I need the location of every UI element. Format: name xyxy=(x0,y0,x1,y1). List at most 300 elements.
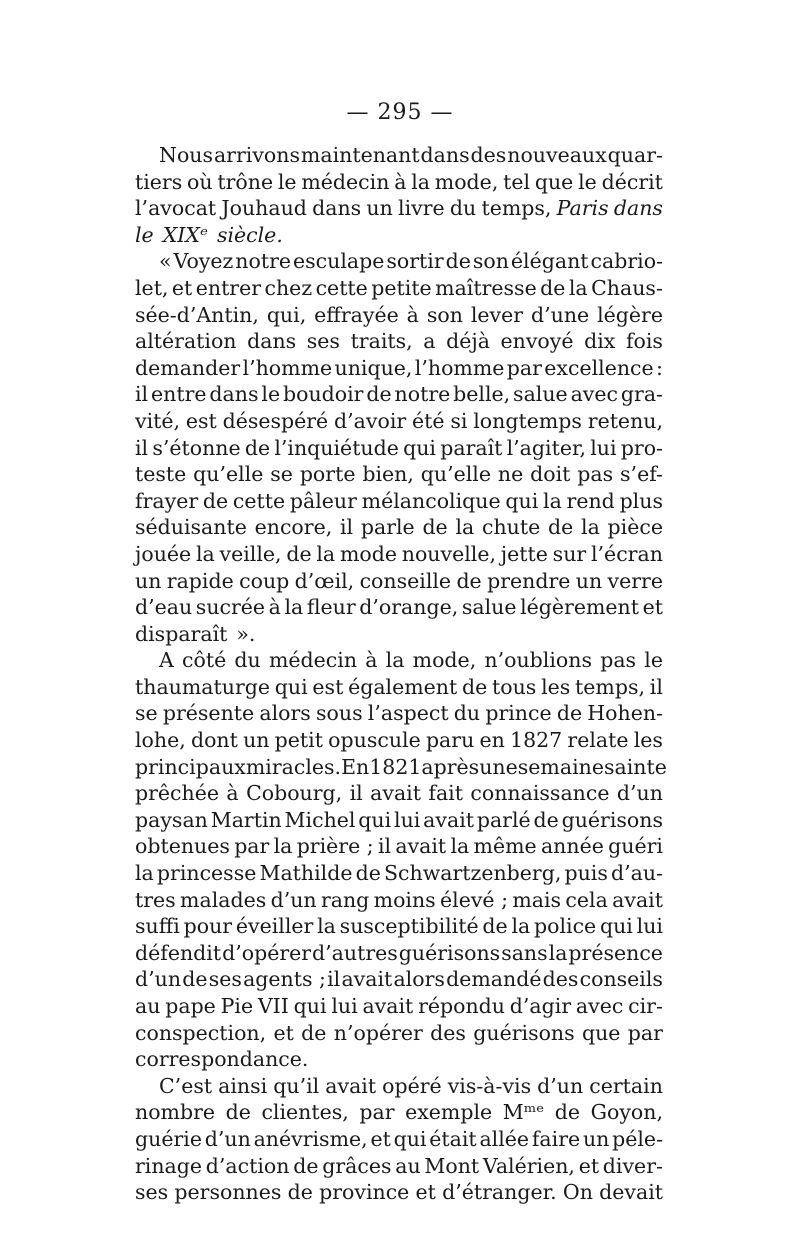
word: teste xyxy=(135,462,187,487)
word: les xyxy=(541,674,571,699)
word: si xyxy=(450,408,468,433)
text-line xyxy=(135,541,663,568)
word: lohe, xyxy=(135,728,186,753)
word: relate xyxy=(567,728,629,753)
text-line xyxy=(135,700,663,727)
text-line xyxy=(135,780,663,807)
word: d’œil, xyxy=(294,568,355,593)
word: lever xyxy=(470,302,524,327)
word: entrer xyxy=(195,275,262,300)
word: de xyxy=(366,382,392,407)
word: fois xyxy=(625,329,663,354)
word: la xyxy=(135,861,154,886)
word: du xyxy=(234,648,261,673)
page-number: — 295 — xyxy=(346,100,454,125)
word: province xyxy=(319,1180,410,1205)
text-line xyxy=(135,169,663,196)
word: sucrée xyxy=(195,595,266,620)
text-line xyxy=(135,1126,663,1153)
word: En xyxy=(341,754,370,779)
word: en xyxy=(479,728,505,753)
word: l’aspect xyxy=(367,701,449,726)
word: livre xyxy=(398,196,445,221)
word: arrivons xyxy=(213,143,300,167)
word: XIXᵉ xyxy=(162,222,208,247)
word: est xyxy=(185,408,217,433)
word: de xyxy=(182,967,208,992)
word: suffi xyxy=(135,914,180,939)
word: demander xyxy=(135,355,241,380)
word: par xyxy=(234,834,270,859)
word: à xyxy=(365,648,378,673)
word: défendit xyxy=(135,940,222,965)
word: son xyxy=(426,302,463,327)
word: qu’elle xyxy=(193,462,264,487)
word: que xyxy=(534,169,574,194)
word: pas xyxy=(577,462,614,487)
word: la xyxy=(581,515,600,540)
word: sans xyxy=(501,940,548,965)
word: verre xyxy=(607,568,663,593)
text-line xyxy=(135,328,663,355)
word: notre xyxy=(235,249,292,274)
word: n’opérer xyxy=(333,1020,423,1045)
word: il xyxy=(135,435,149,460)
word: rinage xyxy=(135,1153,203,1178)
text-line xyxy=(135,408,663,435)
word: de xyxy=(225,1100,251,1125)
word: d’autres xyxy=(312,940,398,965)
word: il xyxy=(349,781,363,806)
word: la xyxy=(317,914,336,939)
word: il xyxy=(649,674,663,699)
word: petite xyxy=(371,275,432,300)
word: était xyxy=(429,1126,477,1151)
word: Michel xyxy=(284,807,356,832)
word: un xyxy=(135,568,162,593)
word: trône xyxy=(217,169,274,194)
word: l’homme xyxy=(414,355,505,380)
word: puis xyxy=(564,861,608,886)
word: un xyxy=(243,728,270,753)
word: vis-à-vis xyxy=(447,1073,532,1098)
text-line xyxy=(135,248,663,275)
word: s’ef- xyxy=(620,462,663,487)
word: grâces xyxy=(322,1153,392,1178)
word: coup xyxy=(239,568,290,593)
word: thaumaturge xyxy=(135,674,271,699)
word: jouée xyxy=(135,541,192,566)
word: répondu xyxy=(418,994,505,1018)
word: rend xyxy=(566,488,615,513)
word: salue xyxy=(513,382,568,407)
text-line xyxy=(135,621,663,648)
word: ». xyxy=(236,621,256,646)
word: d’avoir xyxy=(334,408,407,433)
word: A xyxy=(159,648,174,673)
word: son xyxy=(472,249,509,274)
word: conspection, xyxy=(135,1020,267,1045)
word: guéri xyxy=(608,834,663,859)
word: avait xyxy=(341,967,393,992)
word: faire xyxy=(531,1126,581,1151)
word: 1821 xyxy=(369,754,422,779)
word: un xyxy=(582,1126,610,1151)
word: mode, xyxy=(434,169,499,194)
word: tres xyxy=(135,887,176,912)
text-line xyxy=(135,833,663,860)
word: Mᵐᵉ xyxy=(502,1100,545,1125)
word: cir- xyxy=(628,994,663,1018)
word: Schwartzenberg, xyxy=(383,861,562,886)
text-line xyxy=(135,647,663,674)
word: nouvelle, xyxy=(401,541,496,566)
text-line xyxy=(135,381,663,408)
word: sous xyxy=(316,701,363,726)
word: la xyxy=(284,595,304,620)
word: d’un xyxy=(537,1073,584,1098)
word: au xyxy=(135,994,161,1018)
word: agents ; xyxy=(243,967,326,992)
word: le xyxy=(135,222,154,247)
word: de xyxy=(533,807,559,832)
word: et xyxy=(370,1126,391,1151)
text-line xyxy=(135,568,663,595)
word: présence xyxy=(568,940,663,965)
word: entre xyxy=(151,382,207,407)
word: encore, xyxy=(254,515,333,540)
word: qui xyxy=(403,435,436,460)
word: demandé xyxy=(446,967,542,992)
word: « xyxy=(159,249,172,274)
word: par xyxy=(506,355,542,380)
word: gra- xyxy=(620,382,663,407)
word: à xyxy=(394,169,407,194)
word: prince xyxy=(485,701,552,726)
word: est xyxy=(312,674,344,699)
word: rang xyxy=(320,887,370,912)
word: la xyxy=(195,541,215,566)
word: médecin xyxy=(301,169,390,194)
word: la xyxy=(450,834,470,859)
word: côté xyxy=(182,648,227,673)
word: ainsi xyxy=(218,1073,268,1098)
word: un xyxy=(366,196,393,221)
word: que xyxy=(581,1020,621,1045)
word: prière ; xyxy=(296,834,374,859)
word: tel xyxy=(503,169,531,194)
word: belle, xyxy=(453,382,511,407)
word: pâleur xyxy=(289,488,357,513)
word: altération xyxy=(135,329,237,354)
word: le xyxy=(277,169,297,194)
word: plus xyxy=(619,488,663,513)
word: : xyxy=(656,355,663,380)
word: pro- xyxy=(620,435,663,460)
word: la xyxy=(316,541,336,566)
word: les xyxy=(633,728,663,753)
word: sur xyxy=(552,541,587,566)
word: parlé xyxy=(476,807,531,832)
word: unique, xyxy=(334,355,413,380)
word: la xyxy=(385,648,405,673)
word: lui xyxy=(394,807,421,832)
word: élevé ; xyxy=(440,887,508,912)
word: de xyxy=(556,701,583,726)
word: d’au- xyxy=(610,861,663,886)
text-line xyxy=(135,195,663,222)
word: l’écran xyxy=(590,541,663,566)
word: correspondance. xyxy=(135,1047,309,1072)
word: effrayée xyxy=(314,302,399,327)
word: qui, xyxy=(266,302,307,327)
word: chute xyxy=(481,515,541,540)
word: pièce xyxy=(607,515,663,540)
word: princesse xyxy=(156,861,257,886)
word: VII xyxy=(257,994,289,1018)
word: traits, xyxy=(350,329,413,354)
word: qui xyxy=(505,488,539,513)
word: cela xyxy=(565,887,608,912)
word: guérisons xyxy=(473,1020,575,1045)
word: d’un xyxy=(616,781,663,806)
word: de xyxy=(293,1153,319,1178)
word: dont xyxy=(190,728,238,753)
word: avait xyxy=(612,887,663,912)
word: frayer xyxy=(135,488,199,513)
word: du xyxy=(449,196,477,221)
word: s’étonne xyxy=(152,435,241,460)
text-line xyxy=(135,302,663,329)
word: mode, xyxy=(412,648,477,673)
word: police xyxy=(534,914,597,939)
word: Hohen- xyxy=(587,701,663,726)
word: dans xyxy=(312,196,362,221)
text-line xyxy=(135,594,663,621)
word: lui xyxy=(636,914,663,939)
word: Chaus- xyxy=(591,275,663,300)
word: qui xyxy=(274,674,308,699)
word: de xyxy=(540,275,566,300)
word: miracles. xyxy=(245,754,342,779)
word: guérisons xyxy=(561,807,663,832)
word: conseille xyxy=(359,568,452,593)
word: même xyxy=(473,834,537,859)
word: tiers xyxy=(135,169,183,194)
word: et xyxy=(171,275,193,300)
word: alors xyxy=(393,967,445,992)
text-line xyxy=(135,1153,663,1180)
word: disparaît xyxy=(135,621,228,646)
word: la xyxy=(568,275,588,300)
word: des xyxy=(542,967,579,992)
word: petit xyxy=(274,728,323,753)
word: connaissance xyxy=(470,781,610,806)
word: mélancolique xyxy=(361,488,501,513)
word: ses xyxy=(135,1180,169,1205)
text-line xyxy=(135,993,663,1020)
text-line xyxy=(135,940,663,967)
word: chez xyxy=(264,275,313,300)
word: veille, xyxy=(219,541,282,566)
word: du xyxy=(453,701,481,726)
word: d’étranger. xyxy=(442,1180,557,1205)
text-line xyxy=(135,461,663,488)
word: à xyxy=(268,595,281,620)
word: avait xyxy=(370,781,421,806)
word: se xyxy=(270,462,293,487)
text-line xyxy=(135,142,663,169)
word: vité, xyxy=(135,408,181,433)
word: retenu, xyxy=(587,408,663,433)
word: porte xyxy=(299,462,356,487)
word: éveiller xyxy=(235,914,314,939)
word: de xyxy=(548,515,574,540)
word: Valérien, xyxy=(482,1153,575,1178)
word: de xyxy=(456,568,482,593)
word: au xyxy=(395,1153,421,1178)
word: des xyxy=(430,1020,466,1045)
word: pas xyxy=(600,648,637,673)
word: il xyxy=(327,967,341,992)
word: qu’elle xyxy=(420,462,491,487)
word: été xyxy=(412,408,445,433)
word: de xyxy=(482,914,508,939)
word: dans xyxy=(209,382,259,407)
text-line xyxy=(135,488,663,515)
word: alors xyxy=(259,701,311,726)
word: a xyxy=(423,329,436,354)
word: guérisons xyxy=(398,940,501,965)
word: d’agir xyxy=(509,994,572,1018)
word: qui xyxy=(358,807,392,832)
word: nombre xyxy=(135,1100,216,1125)
word: la xyxy=(511,914,531,939)
text-line xyxy=(135,1046,663,1073)
body-text xyxy=(135,142,667,1206)
word: d’une xyxy=(530,302,590,327)
word: fleur xyxy=(306,595,356,620)
word: avait xyxy=(325,1073,377,1098)
text-line xyxy=(135,860,663,887)
word: où xyxy=(187,169,213,194)
word: temps, xyxy=(575,674,646,699)
word: fait xyxy=(428,781,463,806)
word: envoyé xyxy=(500,329,574,354)
word: anévrisme, xyxy=(253,1126,368,1151)
word: pape xyxy=(165,994,216,1018)
word: élégant xyxy=(510,249,589,274)
word: notre xyxy=(394,382,451,407)
word: par xyxy=(359,1100,395,1125)
word: la xyxy=(411,169,430,194)
word: avec xyxy=(575,994,624,1018)
word: n’oublions xyxy=(484,648,592,673)
word: quar- xyxy=(607,143,663,167)
word: Voyez xyxy=(173,249,234,274)
word: sortir xyxy=(386,249,444,274)
word: moins xyxy=(373,887,436,912)
word: de xyxy=(244,435,271,460)
word: et xyxy=(273,1020,294,1045)
word: péle- xyxy=(612,1126,663,1151)
word: déjà xyxy=(446,329,490,354)
word: et xyxy=(578,1153,600,1178)
word: d’eau xyxy=(135,595,193,620)
word: de xyxy=(462,674,488,699)
word: la xyxy=(455,515,475,540)
word: sainte xyxy=(603,754,667,779)
word: Pie xyxy=(220,994,254,1018)
word: let, xyxy=(135,275,169,300)
word: le xyxy=(578,169,597,194)
word: de xyxy=(301,1020,327,1045)
text-line xyxy=(135,754,667,781)
word: d’un xyxy=(270,887,317,912)
text-line xyxy=(135,966,663,993)
word: diver- xyxy=(602,1153,663,1178)
word: il xyxy=(377,834,392,859)
word: opéré xyxy=(382,1073,442,1098)
word: séduisante xyxy=(135,515,247,540)
word: temps, xyxy=(481,196,552,221)
word: boudoir xyxy=(282,382,364,407)
word: de xyxy=(287,1180,313,1205)
word: clientes, xyxy=(261,1100,349,1125)
word: nouveaux xyxy=(507,143,607,167)
word: légèrement xyxy=(520,595,639,620)
word: allée xyxy=(479,1126,530,1151)
text-line xyxy=(135,1020,663,1047)
word: guérie xyxy=(135,1126,202,1151)
word: personnes xyxy=(174,1180,282,1205)
word: Mont xyxy=(424,1153,480,1178)
word: Cobourg, xyxy=(246,781,343,806)
word: prêchée xyxy=(135,781,220,806)
word: salue xyxy=(461,595,517,620)
word: la xyxy=(273,834,293,859)
word: l’avocat xyxy=(135,196,217,221)
word: siècle. xyxy=(216,222,283,247)
word: ses xyxy=(208,967,242,992)
word: par xyxy=(627,1020,663,1045)
word: le xyxy=(644,648,663,673)
text-line xyxy=(135,727,663,754)
word: l’homme xyxy=(242,355,333,380)
word: d’un xyxy=(135,967,182,992)
word: Jouhaud xyxy=(221,196,307,221)
word: désespéré xyxy=(222,408,329,433)
text-line xyxy=(135,435,663,462)
word: ne xyxy=(497,462,524,487)
word: longtemps xyxy=(473,408,582,433)
word: d’un xyxy=(204,1126,251,1151)
word: mode xyxy=(339,541,397,566)
word: pour xyxy=(183,914,233,939)
word: de xyxy=(445,249,471,274)
word: à xyxy=(226,781,239,806)
word: obtenues xyxy=(135,834,230,859)
word: avait xyxy=(362,994,414,1018)
word: Nous xyxy=(159,143,214,167)
word: tous xyxy=(492,674,537,699)
text-line xyxy=(135,222,663,249)
word: se xyxy=(135,701,158,726)
word: maîtresse xyxy=(435,275,537,300)
word: rapide xyxy=(166,568,234,593)
word: et xyxy=(415,1180,436,1205)
word: avait xyxy=(423,807,474,832)
